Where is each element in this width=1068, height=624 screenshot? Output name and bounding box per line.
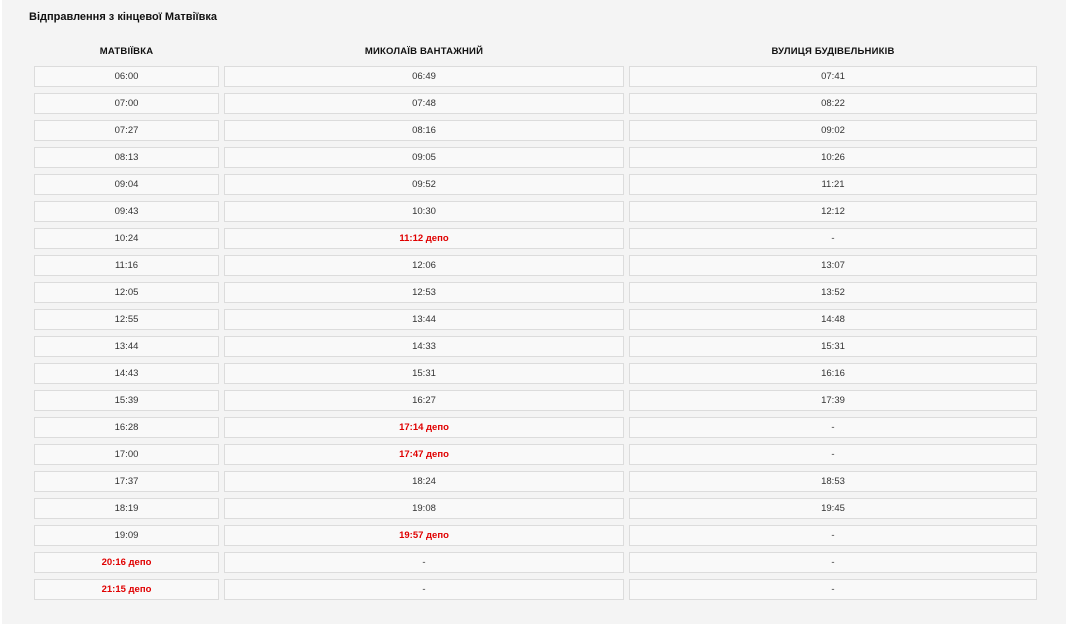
table-row — [2, 498, 1068, 519]
cell-vulytsia-budivelnykiv: 08:22 — [629, 93, 1037, 114]
cell-vulytsia-budivelnykiv: 11:21 — [629, 174, 1037, 195]
cell-mykolaiv-vantazhnyi: 07:48 — [224, 93, 624, 114]
cell-vulytsia-budivelnykiv: 09:02 — [629, 120, 1037, 141]
cell-vulytsia-budivelnykiv: 16:16 — [629, 363, 1037, 384]
table-row — [2, 471, 1068, 492]
cell-vulytsia-budivelnykiv: - — [629, 579, 1037, 600]
cell-matviivka: 17:37 — [34, 471, 219, 492]
schedule-panel — [2, 0, 1066, 624]
schedule-title: Відправлення з кінцевої Матвіївка — [29, 11, 217, 23]
cell-vulytsia-budivelnykiv: 12:12 — [629, 201, 1037, 222]
cell-mykolaiv-vantazhnyi: - — [224, 579, 624, 600]
cell-matviivka: 12:05 — [34, 282, 219, 303]
table-row — [2, 228, 1068, 249]
table-row — [2, 417, 1068, 438]
cell-matviivka: 13:44 — [34, 336, 219, 357]
cell-matviivka: 06:00 — [34, 66, 219, 87]
cell-mykolaiv-vantazhnyi: 09:05 — [224, 147, 624, 168]
cell-mykolaiv-vantazhnyi: 17:14 депо — [224, 417, 624, 438]
cell-matviivka: 09:43 — [34, 201, 219, 222]
cell-vulytsia-budivelnykiv: 15:31 — [629, 336, 1037, 357]
table-row — [2, 174, 1068, 195]
table-row — [2, 363, 1068, 384]
cell-mykolaiv-vantazhnyi: 19:08 — [224, 498, 624, 519]
cell-matviivka: 20:16 депо — [34, 552, 219, 573]
cell-mykolaiv-vantazhnyi: 12:53 — [224, 282, 624, 303]
cell-mykolaiv-vantazhnyi: 12:06 — [224, 255, 624, 276]
cell-matviivka: 08:13 — [34, 147, 219, 168]
cell-vulytsia-budivelnykiv: 13:52 — [629, 282, 1037, 303]
cell-vulytsia-budivelnykiv: 18:53 — [629, 471, 1037, 492]
table-row — [2, 282, 1068, 303]
table-row — [2, 93, 1068, 114]
cell-vulytsia-budivelnykiv: 14:48 — [629, 309, 1037, 330]
cell-vulytsia-budivelnykiv: 17:39 — [629, 390, 1037, 411]
cell-mykolaiv-vantazhnyi: 10:30 — [224, 201, 624, 222]
cell-mykolaiv-vantazhnyi: 13:44 — [224, 309, 624, 330]
cell-vulytsia-budivelnykiv: 19:45 — [629, 498, 1037, 519]
cell-vulytsia-budivelnykiv: 10:26 — [629, 147, 1037, 168]
cell-matviivka: 10:24 — [34, 228, 219, 249]
table-row — [2, 120, 1068, 141]
cell-vulytsia-budivelnykiv: 13:07 — [629, 255, 1037, 276]
cell-mykolaiv-vantazhnyi: 11:12 депо — [224, 228, 624, 249]
cell-matviivka: 21:15 депо — [34, 579, 219, 600]
cell-mykolaiv-vantazhnyi: 17:47 депо — [224, 444, 624, 465]
column-header-vulytsia-budivelnykiv: ВУЛИЦЯ БУДІВЕЛЬНИКІВ — [771, 46, 895, 57]
column-header-mykolaiv-vantazhnyi: МИКОЛАЇВ ВАНТАЖНИЙ — [364, 46, 484, 57]
cell-matviivka: 19:09 — [34, 525, 219, 546]
cell-mykolaiv-vantazhnyi: 06:49 — [224, 66, 624, 87]
cell-vulytsia-budivelnykiv: - — [629, 417, 1037, 438]
cell-matviivka: 07:27 — [34, 120, 219, 141]
cell-matviivka: 09:04 — [34, 174, 219, 195]
cell-matviivka: 15:39 — [34, 390, 219, 411]
cell-vulytsia-budivelnykiv: 07:41 — [629, 66, 1037, 87]
table-row — [2, 444, 1068, 465]
table-row — [2, 579, 1068, 600]
cell-mykolaiv-vantazhnyi: 14:33 — [224, 336, 624, 357]
cell-matviivka: 16:28 — [34, 417, 219, 438]
cell-mykolaiv-vantazhnyi: 15:31 — [224, 363, 624, 384]
cell-mykolaiv-vantazhnyi: 18:24 — [224, 471, 624, 492]
cell-vulytsia-budivelnykiv: - — [629, 552, 1037, 573]
column-header-matviivka: МАТВІЇВКА — [99, 46, 154, 57]
table-row — [2, 525, 1068, 546]
table-row — [2, 390, 1068, 411]
cell-matviivka: 18:19 — [34, 498, 219, 519]
cell-matviivka: 17:00 — [34, 444, 219, 465]
cell-mykolaiv-vantazhnyi: 08:16 — [224, 120, 624, 141]
cell-matviivka: 11:16 — [34, 255, 219, 276]
cell-vulytsia-budivelnykiv: - — [629, 444, 1037, 465]
table-row — [2, 66, 1068, 87]
cell-mykolaiv-vantazhnyi: - — [224, 552, 624, 573]
table-row — [2, 201, 1068, 222]
table-row — [2, 255, 1068, 276]
cell-mykolaiv-vantazhnyi: 09:52 — [224, 174, 624, 195]
cell-matviivka: 14:43 — [34, 363, 219, 384]
cell-mykolaiv-vantazhnyi: 19:57 депо — [224, 525, 624, 546]
cell-matviivka: 07:00 — [34, 93, 219, 114]
table-row — [2, 552, 1068, 573]
cell-vulytsia-budivelnykiv: - — [629, 525, 1037, 546]
table-row — [2, 336, 1068, 357]
cell-vulytsia-budivelnykiv: - — [629, 228, 1037, 249]
cell-mykolaiv-vantazhnyi: 16:27 — [224, 390, 624, 411]
table-row — [2, 309, 1068, 330]
table-row — [2, 147, 1068, 168]
cell-matviivka: 12:55 — [34, 309, 219, 330]
